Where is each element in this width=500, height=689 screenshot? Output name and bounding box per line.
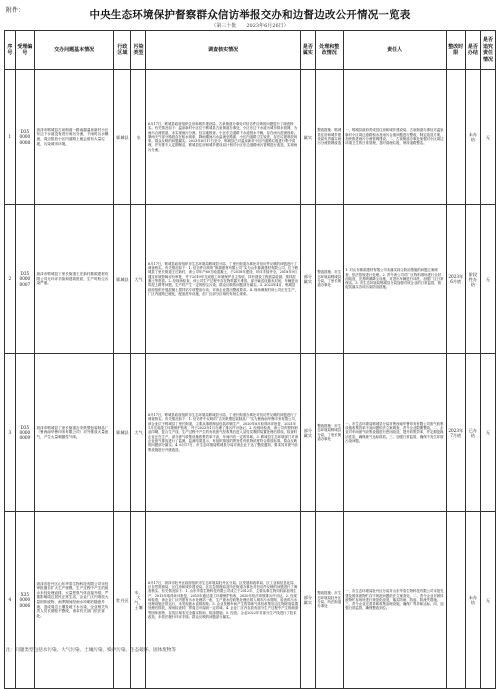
row-accountability: 无 (480, 512, 495, 689)
row-actions: 一、市生态环境局郓城县分局对鲁西南华鲁印务有限公司废气收集设施收集效率不高问题依法立案调查，责令企业限期整改。二、企业对车间废气收集设施进行密闭改造，提升收集效率，并定期更换活性炭，确保废气达标排放。三、加强日常监管，确保不发生环境污染问题。 (343, 354, 446, 512)
row-region: 牡丹区 (114, 512, 131, 689)
table-row (5, 205, 496, 354)
table-row (5, 70, 496, 205)
header-index: 序号 (5, 31, 16, 70)
row-region: 郓城县 (114, 70, 131, 205)
row-issue: 菏泽市牡丹区山东华泰生物科技有限公司未经审批擅自扩大生产规模，生产过程中产生的废水未经处理直排，大量恶臭气体直接外排，严重影响周边居民正常生活，企业厂区内堆放大量固体废物，雨季期间经雨水冲刷后随意外流，造成周边土壤及地下水污染，企业相关负责人员长期拒不整改，请求有关部门依法查处。 (35, 512, 114, 689)
row-verdict: 属实 (300, 70, 315, 205)
row-deadline: 2023年7月底 (446, 354, 465, 512)
header-type: 污染类型 (131, 31, 146, 70)
row-type: 水 (131, 70, 146, 205)
header-responsible: 处理和整改情况 (315, 31, 343, 70)
row-deadline (446, 70, 465, 205)
row-responsible: 整改措施：郓城县住房和城乡建设局负责落实雨污分流管网改造 (315, 70, 343, 205)
row-index: 3 (5, 354, 16, 512)
row-responsible: 整改措施：市生态环境局牡丹区分局、所在街道办事处 (315, 512, 343, 689)
row-issue: 菏泽市郓城县古泉街道一路南端温泉新村小区东边下水道没有进行雨污分流，下雨时污水横流，周边排放小区内道路上就会留有大量垃圾，污染城市环境。 (35, 70, 114, 205)
row-accountability: 无 (480, 354, 495, 512)
row-completed: 未办结 (465, 512, 480, 689)
row-completed: 未办结 (465, 70, 480, 205)
row-region: 郓城县 (114, 205, 131, 354)
header-code: 受理编号 (15, 31, 34, 70)
row-type: 大气 (131, 205, 146, 354)
row-actions: 1. 对山东都源建材有限公司未落实扬尘防治措施的问题立案调查，依法依规进行处理。2. 责令该公司对厂区物料堆场进行全封闭改造，完善喷淋降尘设施，对进出车辆进行冲洗，加强厂区日常保洁。3. 市生态环境局郓城县分局加强对该企业的日常监管，督促其落实各项污染防治措施。 (343, 205, 446, 354)
header-verdict: 是否属实 (300, 31, 315, 70)
row-code: D35 0000 0007 (15, 205, 34, 354)
row-issue: 菏泽市郓城县丁里长街道王庄新村都源建材有限公司无环评手续和建筑资质，生产时粉尘污染严重。 (35, 205, 114, 354)
row-code: D35 0000 0008 (15, 70, 34, 205)
header-issue: 交办问题基本情况 (35, 31, 114, 70)
row-verdict: 部分属实 (300, 205, 315, 354)
header-deadline: 整改时限 (446, 31, 465, 70)
row-responsible: 整改措施：市生态环境局郓城县分局、丁里长街道办事处 (315, 354, 343, 512)
table-row (5, 354, 496, 512)
row-verdict: 部分属实 (300, 512, 315, 689)
row-region: 郓城县 (114, 354, 131, 512)
page-subtitle: （第三十批 2023年6月26日） (211, 23, 289, 29)
row-completed: 阶段性办结 (465, 205, 480, 354)
row-code: D35 0000 0009 (15, 354, 34, 512)
footnote: 注：问题类型包括水污染、大气污染、土壤污染、噪声污染、生态破坏、固体废物等 (6, 648, 176, 653)
attachment-label: 附件： (6, 7, 25, 14)
row-index: 4 (5, 512, 16, 689)
table-header-row (5, 31, 496, 70)
page-title: 中央生态环境保护督察群众信访举报交办和边督边改公开情况一览表 (89, 9, 411, 21)
row-responsible: 整改措施：市生态环境局郓城县分局、丁里长街道办事处 (315, 205, 343, 354)
complaint-table (4, 30, 496, 689)
row-findings: 6月17日，菏泽市牡丹区政府组织市生态环境局牡丹区分局、区发展和改革局、区工业和信息化局、区自然资源局、区住房和城乡建设局、区应急管理局及所在街道办事处对信访件反映的问题进行了调查核实。有关情况如下：1. 山东华泰生物科技有限公司成立于2012年，主要从事生物饲料添加剂生产，2013年取得环评批复，2015年通过竣工环境保护验收，2020年依法申领排污许可证。2. 经现场检查，该企业厂区内建有污水处理站一座，生产废水经收集处理后排入城市污水管网，检查时污水处理设施正常运行，未发现废水直排现象。3. 企业发酵车间产生的异味气体经收集后由生物除臭装置处理后排放，现场检查时厂界周边可闻到一定异味。4. 企业厂区内存放有部分生产过程中产生的菌渣等固体废物，存放区域未完全落实防雨、防渗措施。5. 经查，企业2022年对部分生产线进行了技术改造，未依法履行环评手续。群众反映的问题部分属实。 (146, 512, 300, 689)
row-type: 大气 (131, 354, 146, 512)
row-findings: 6月17日，郓城县政府组织住房和城乡建设局、古泉街道办事处对信访件反映的问题进行了调查核实。有关情况如下：温泉新村小区位于郓城县古泉街道办事处，小区东边下水道为城市排水管网，为雨污合流管道，未实现雨污分流，经实地核查，小区东边道路下水道排水不畅，存在雨污混流现象。暴雨天气部分路段存在积水现象，降雨期间污水溢流至路面，小区内道路卫生较差，存在垃圾堆放现象。群众反映的问题属实。2023年6月17日至今，郓城县已对温泉新村小区内道路垃圾进行集中清理，并安排专人定期保洁，郓城县住房和城乡建设局计划对小区东边道路雨污管网进行改造，实现雨污分流。 (146, 70, 300, 205)
row-deadline: 2023年6月底 (446, 205, 465, 354)
row-type: 水、大气、土壤 (131, 512, 146, 689)
row-findings: 6月17日，郓城县政府组织市生态环境局郓城县分局、丁里长街道办事处对信访件反映的问题进行了调查核实。有关情况如下：1. 信访件反映的“都源建材有限公司”实为山东都源建材有限公司，位于郓城县丁里长街道王庄新村，该公司年产60万吨混凝土，于2018年建设，环评手续齐全，2018年9月通过环境影响评价审批，并于2019年完成竣工环境保护自主验收，持有建设工程质量检测、预拌混凝土等资质。2. 经现场检查，该公司生产过程中存在物料露天堆放、部分输送设施未封闭、车辆进出带泥上路等问题，生产时产生一定的粉尘污染。群众反映的问题部分属实。3. 2023年4月，郓城县政府组织开展混凝土搅拌站专项整治行动，对该企业提出整改要求。4. 现场调查时该公司正在生产，厂区内道路已硬化，配备洗车设施，但厂区部分区域仍有扬尘现象。 (146, 205, 300, 354)
table-row (5, 512, 496, 689)
row-actions: 一、市生态环境局牡丹区分局对山东华泰生物科技有限公司未批先建及固体废物贮存不规范问题依法立案查处。二、责令企业对固体废物贮存场所进行规范化改造，落实防雨、防渗、防流失措施。三、责令企业完善异味收集治理设施，确保厂界异味达标。四、加强日常监管，确保整改到位。 (343, 512, 446, 689)
row-accountability: 无 (480, 70, 495, 205)
header-actions: 责任人 (343, 31, 446, 70)
header-region: 行政区域 (114, 31, 131, 70)
row-actions: 一、郓城县政府责成县住房和城乡建设局、古泉街道办事处对温泉新村小区周边道路积水及雨污合流问题进行整改，制定改造方案，加快推进雨污分流管网建设。二、古泉街道办事处加强对小区周边环境卫生的日常管理，及时清理垃圾，保持道路整洁。 (343, 70, 446, 205)
row-code: X35 0000 0006 (15, 512, 34, 689)
row-deadline (446, 512, 465, 689)
row-accountability: 无 (480, 205, 495, 354)
row-index: 2 (5, 205, 16, 354)
header-accountability: 是否追究责任情况 (480, 31, 495, 70)
header-completed: 是否办结 (465, 31, 480, 70)
row-index: 1 (5, 70, 16, 205)
row-verdict: 部分属实 (300, 354, 315, 512)
row-findings: 6月17日，郓城县政府组织市生态环境局郓城县分局、丁里长街道办事处对信访件反映的问题进行了调查核实。有关情况如下：1. 信访件中反映的“吉安纸塑包装制品厂”实为鲁西南华鲁印务有限公司，该企业位于郓城县丁里长街道，主要从事纸制品包装印刷生产，2020年8月取得环评批复，2021年1月完成竣工环境保护验收，并于2023年1月办理了排污许可登记。2. 经现场检查，该公司有塑料制品印刷、复合生产线，生产过程中产生的有机废气经收集后进入活性炭吸附装置处理后排放。检查时企业正在生产，部分废气收集设施收集效率不高，车间内有一定的异味。3. 郓城县生态环境部门对该企业废气排放进行了监测，监测结果显示，有组织排放的挥发性有机物浓度符合排放标准。群众反映的问题部分属实。4. 6月17日，市生态环境局郓城县分局对该企业下达了整改通知，要求其对废气收集设施进行升级改造。 (146, 354, 300, 512)
row-completed: 已办结 (465, 354, 480, 512)
header-findings: 调查核实情况 (146, 31, 300, 70)
row-issue: 菏泽市郓城县丁里长街道吉安纸塑包装制品厂（鲁西南华鲁印务有限公司）对外排放大量废气，产生大量刺激性气味。 (35, 354, 114, 512)
